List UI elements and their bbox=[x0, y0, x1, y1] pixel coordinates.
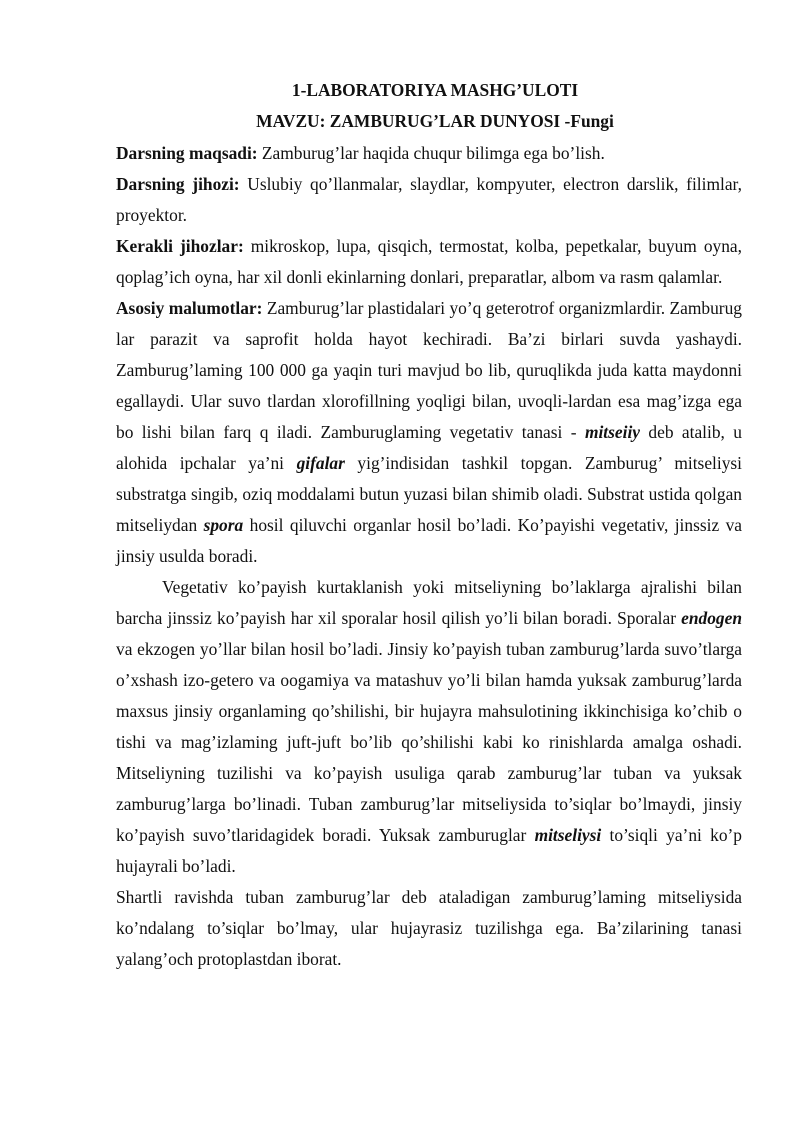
text-asosiy-3: yig’indisidan tashkil topgan. Zamburug’ mitseliysi substratga singib, oziq moddalami butun yuzasi bilan shimib oladi. Substrat ustida qolgan mitseliydan bbox=[116, 453, 742, 535]
document-body bbox=[116, 138, 742, 975]
page-title: 1-LABORATORIYA MASHG’ULOTI bbox=[291, 80, 579, 100]
paragraph-kerakli bbox=[116, 231, 742, 293]
label-jihoz: Darsning jihozi: bbox=[116, 174, 240, 194]
page-subtitle: MAVZU: ZAMBURUG’LAR DUNYOSI -Fungi bbox=[256, 111, 614, 131]
text-veg-3: to’siqli ya’ni ko’p hujayrali bo’ladi. bbox=[116, 825, 743, 876]
paragraph-asosiy bbox=[116, 293, 742, 572]
paragraph-shartli: Shartli ravishda tuban zamburug’lar deb ataladigan zamburug’laming mitseliysida ko’ndalang to’siqlar bo’lmay, ular hujayrasiz tuzilishga ega. Ba’zilarining tanasi yalang’och protoplastdan iborat. bbox=[116, 887, 742, 969]
term-spora: spora bbox=[203, 515, 244, 535]
term-endogen: endogen bbox=[681, 608, 742, 628]
paragraph-jihoz bbox=[116, 169, 742, 231]
term-mitseliysi: mitseliysi bbox=[534, 825, 602, 845]
label-maqsad: Darsning maqsadi: bbox=[116, 143, 258, 163]
paragraph-vegetativ bbox=[116, 572, 742, 882]
text-veg-2: va ekzogen yo’llar bilan hosil bo’ladi. Jinsiy ko’payish tuban zamburug’larda suvo’tlarga o’xshash izo-getero va oogamiya va matashuv yo’li bilan hamda yuksak zamburug’larda maxsus jinsiy organlaming qo’shilishi, bir hujayra mahsulotining ikkinchisiga ko’chib o tishi va mag’izlaming juft-juft bo’lib qo’shilishi kabi ko rinishlarda amalga oshadi. Mitseliyning tuzilishi va ko’payish usuliga qarab zamburug’lar tuban va yuksak zamburug’larga bo’linadi. Tuban zamburug’lar mitseliysida to’siqlar bo’lmaydi, jinsiy ko’payish suvo’tlaridagidek boradi. Yuksak zamburuglar bbox=[116, 639, 742, 845]
text-kerakli: mikroskop, lupa, qisqich, termostat, kolba, pepetkalar, buyum oyna, qoplag’ich oyna, har xil donli ekinlarning donlari, preparatlar, albom va rasm qalamlar. bbox=[116, 236, 742, 287]
paragraph-maqsad bbox=[116, 138, 742, 169]
label-kerakli: Kerakli jihozlar: bbox=[116, 236, 244, 256]
text-asosiy-4: hosil qiluvchi organlar hosil bo’ladi. Ko’payishi vegetativ, jinssiz va jinsiy usulda boradi. bbox=[116, 515, 742, 566]
label-asosiy: Asosiy malumotlar: bbox=[116, 298, 263, 318]
text-maqsad: Zamburug’lar haqida chuqur bilimga ega bo’lish. bbox=[257, 143, 605, 163]
text-asosiy-2: deb atalib, u alohida ipchalar ya’ni bbox=[116, 422, 742, 473]
text-jihoz: Uslubiy qo’llanmalar, slaydlar, kompyuter, electron darslik, filimlar, proyektor. bbox=[116, 174, 742, 225]
term-mitseiiy: mitseiiy bbox=[584, 422, 640, 442]
term-gifalar: gifalar bbox=[296, 453, 345, 473]
text-asosiy-1: Zamburug’lar plastidalari yo’q geterotrof organizmlardir. Zamburug lar parazit va saprofit holda hayot kechiradi. Ba’zi birlari suvda yashaydi. Zamburug’laming 100 000 ga yaqin turi mavjud bo lib, quruqlikda juda katta maydonni egallaydi. Ular suvo tlardan xlorofillning yoqligi bilan, uvoqli-lardan esa mag’izga ega bo lishi bilan farq q iladi. Zamburuglaming vegetativ tanasi - bbox=[116, 298, 742, 442]
text-veg-1: Vegetativ ko’payish kurtaklanish yoki mitseliyning bo’laklarga ajralishi bilan barcha jinssiz ko’payish har xil sporalar hosil qilish yo’li bilan boradi. Sporalar bbox=[116, 577, 742, 628]
